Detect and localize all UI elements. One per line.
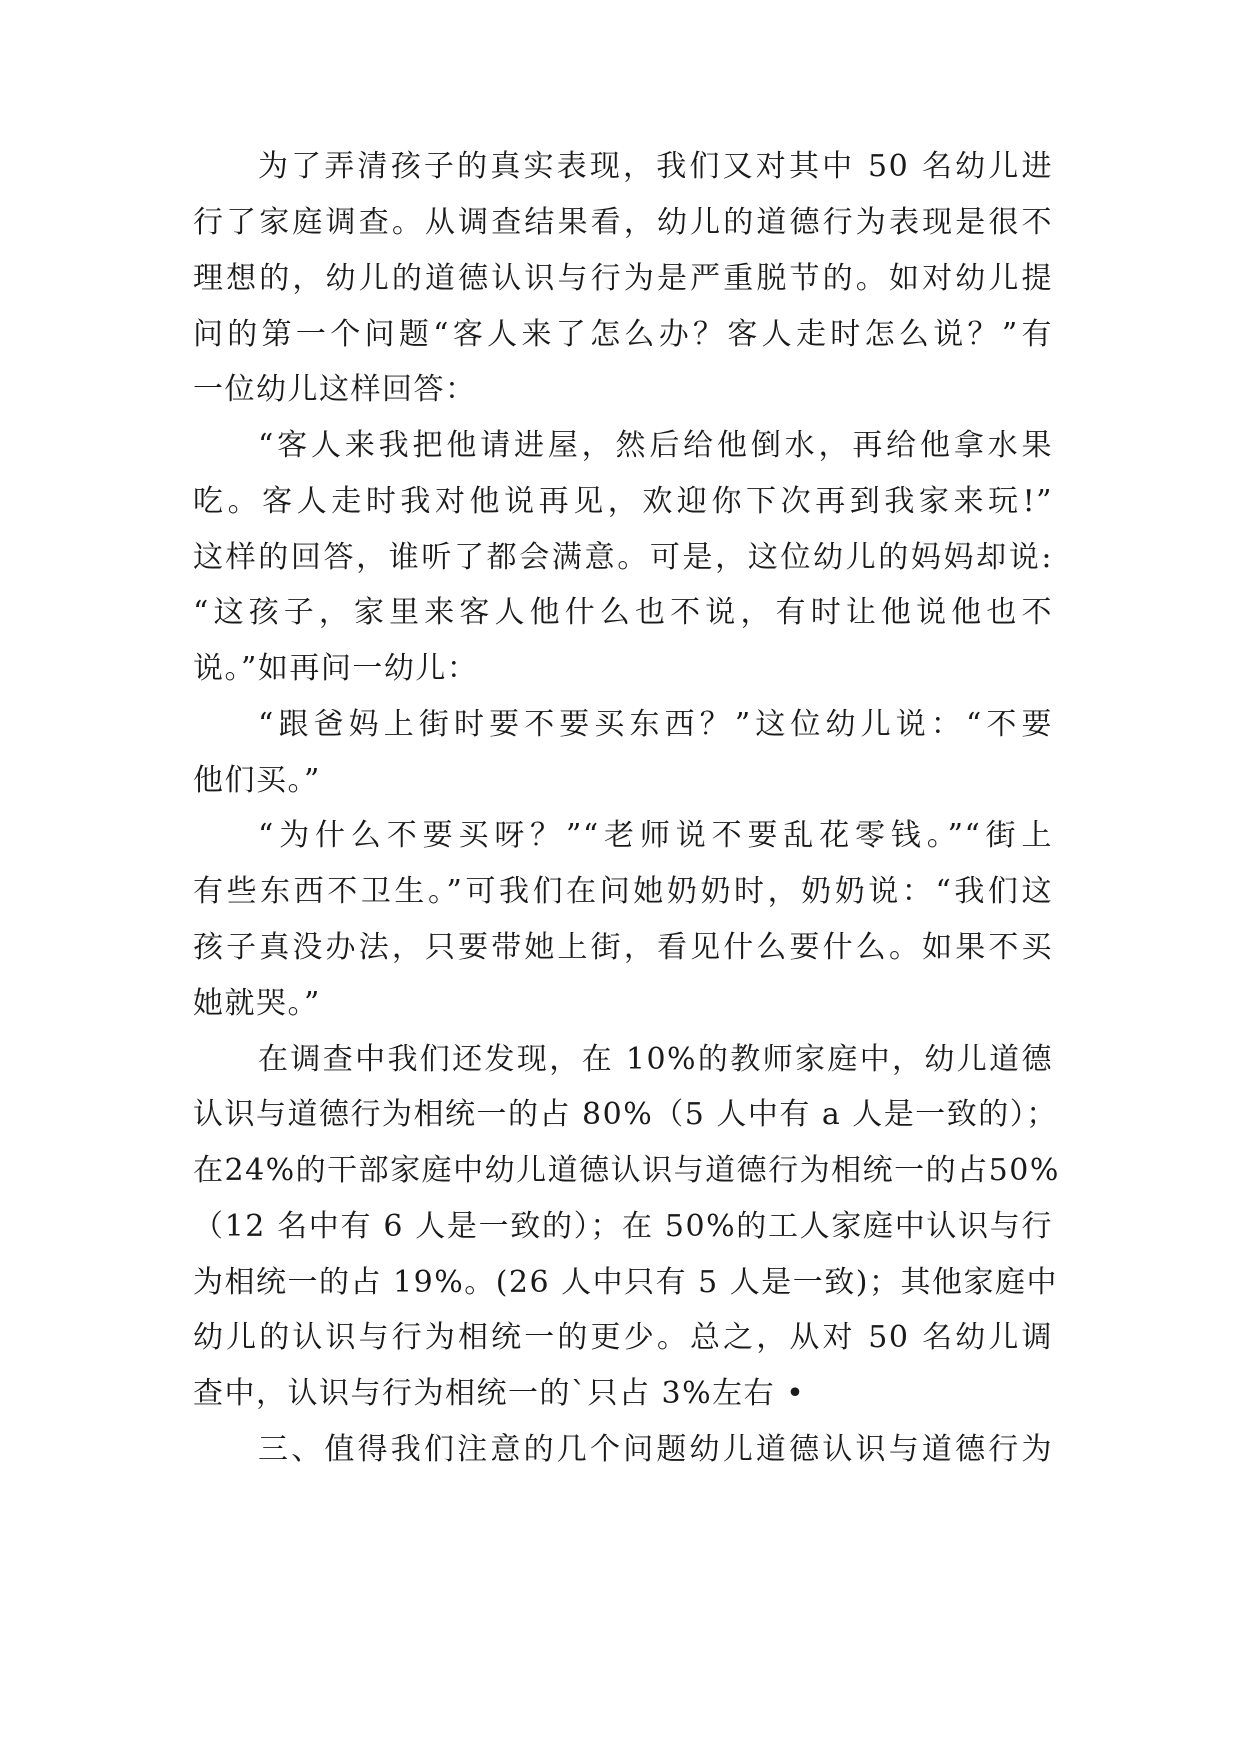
paragraph-line: 理想的，幼儿的道德认识与行为是严重脱节的。如对幼儿提 <box>193 261 1053 296</box>
paragraph-line: 她就哭。” <box>193 986 321 1021</box>
paragraph-line: 在调查中我们还发现，在 10%的教师家庭中，幼儿道德 <box>258 1042 1053 1077</box>
paragraph-line: 吃。客人走时我对他说再见，欢迎你下次再到我家来玩!” <box>193 484 1053 519</box>
paragraph-line: 说。”如再问一幼儿： <box>193 651 479 686</box>
paragraph-line: “为什么不要买呀？”“老师说不要乱花零钱。”“街上 <box>258 818 1053 853</box>
paragraph-line: 在24%的干部家庭中幼儿道德认识与道德行为相统一的占50% <box>193 1153 1060 1188</box>
paragraph-line: “跟爸妈上街时要不要买东西？”这位幼儿说：“不要 <box>258 707 1053 742</box>
paragraph-line: 查中，认识与行为相统一的`只占 3%左右 • <box>193 1376 806 1411</box>
paragraph-line: 孩子真没办法，只要带她上街，看见什么要什么。如果不买 <box>193 930 1053 965</box>
paragraph-line: 为了弄清孩子的真实表现，我们又对其中 50 名幼儿进 <box>258 149 1053 184</box>
paragraph-line: 他们买。” <box>193 763 321 798</box>
paragraph-line: “这孩子，家里来客人他什么也不说，有时让他说他也不 <box>193 595 1053 630</box>
paragraph-line: 认识与道德行为相统一的占 80%（5 人中有 a 人是一致的）； <box>193 1097 1058 1132</box>
paragraph-line: 为相统一的占 19%。(26 人中只有 5 人是一致)；其他家庭中 <box>193 1265 1058 1300</box>
paragraph-line: 幼儿的认识与行为相统一的更少。总之，从对 50 名幼儿调 <box>193 1320 1053 1355</box>
section-heading-line: 三、值得我们注意的几个问题幼儿道德认识与道德行为 <box>258 1432 1053 1467</box>
paragraph-line: （12 名中有 6 人是一致的）；在 50%的工人家庭中认识与行 <box>193 1209 1053 1244</box>
paragraph-line: 问的第一个问题“客人来了怎么办？客人走时怎么说？”有 <box>193 317 1053 352</box>
paragraph-line: 一位幼儿这样回答： <box>193 372 477 407</box>
paragraph-line: 有些东西不卫生。”可我们在问她奶奶时，奶奶说：“我们这 <box>193 874 1053 909</box>
paragraph-line: 这样的回答，谁听了都会满意。可是，这位幼儿的妈妈却说: <box>193 540 1053 575</box>
paragraph-line: “客人来我把他请进屋，然后给他倒水，再给他拿水果 <box>258 428 1053 463</box>
paragraph-line: 行了家庭调查。从调查结果看，幼儿的道德行为表现是很不 <box>193 205 1053 240</box>
